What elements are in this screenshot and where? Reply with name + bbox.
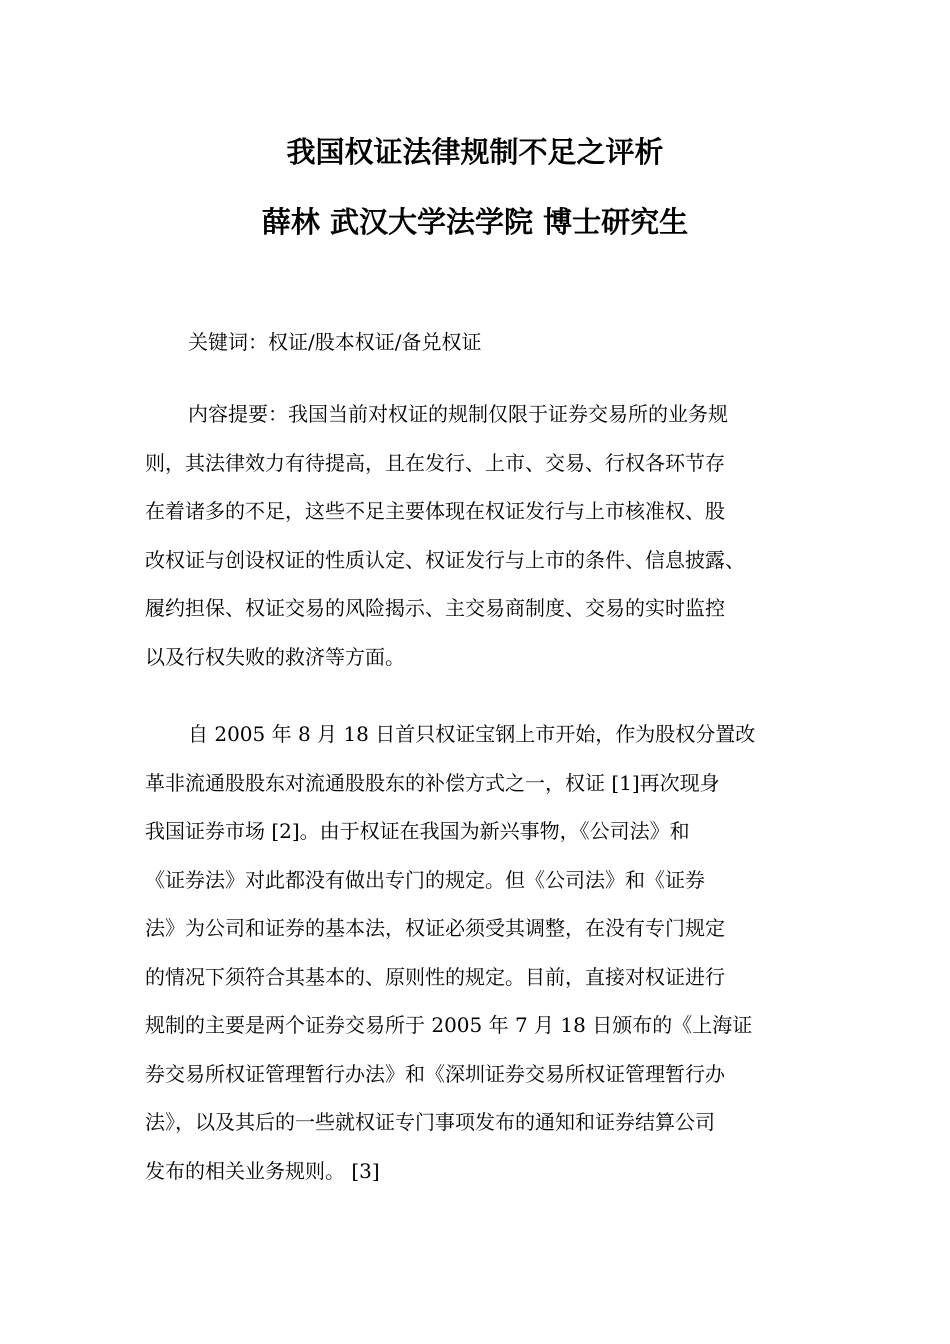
- paragraph-line: 规制的主要是两个证券交易所于 2005 年 7 月 18 日颁布的《上海证: [145, 1013, 753, 1037]
- paragraph-line: 《证券法》对此都没有做出专门的规定。但《公司法》和《证券: [145, 867, 705, 892]
- abstract-line: 内容提要：我国当前对权证的规制仅限于证券交易所的业务规: [188, 402, 728, 426]
- paragraph-line: 法》，以及其后的一些就权证专门事项发布的通知和证券结算公司: [145, 1110, 715, 1134]
- paragraph-line: 的情况下须符合其基本的、原则性的规定。目前，直接对权证进行: [145, 964, 725, 989]
- paragraph-line: 券交易所权证管理暂行办法》和《深圳证券交易所权证管理暂行办: [145, 1061, 725, 1086]
- paragraph-line: 法》为公司和证券的基本法，权证必须受其调整，在没有专门规定: [145, 916, 725, 940]
- abstract-line: 改权证与创设权证的性质认定、权证发行与上市的条件、信息披露、: [145, 547, 745, 572]
- abstract-line: 在着诸多的不足，这些不足主要体现在权证发行与上市核准权、股: [145, 499, 725, 523]
- abstract-line: 以及行权失败的救济等方面。: [145, 644, 405, 669]
- abstract-line: 履约担保、权证交易的风险揭示、主交易商制度、交易的实时监控: [145, 596, 725, 620]
- keywords: 关键词：权证/股本权证/备兑权证: [188, 330, 482, 354]
- paragraph-line: 自 2005 年 8 月 18 日首只权证宝钢上市开始，作为股权分置改: [188, 722, 756, 746]
- paragraph-line: 发布的相关业务规则。 [3]: [145, 1158, 380, 1183]
- body-paragraph: [145, 710, 805, 1195]
- author-line: 薛林 武汉大学法学院 博士研究生: [261, 205, 689, 239]
- paragraph-line: 革非流通股股东对流通股股东的补偿方式之一，权证 [1]再次现身: [145, 770, 720, 795]
- page-title: 我国权证法律规制不足之评析: [286, 135, 664, 169]
- abstract-paragraph: [145, 390, 805, 681]
- paragraph-line: 我国证券市场 [2]。由于权证在我国为新兴事物，《公司法》和: [145, 819, 690, 843]
- abstract-line: 则，其法律效力有待提高，且在发行、上市、交易、行权各环节存: [145, 450, 725, 475]
